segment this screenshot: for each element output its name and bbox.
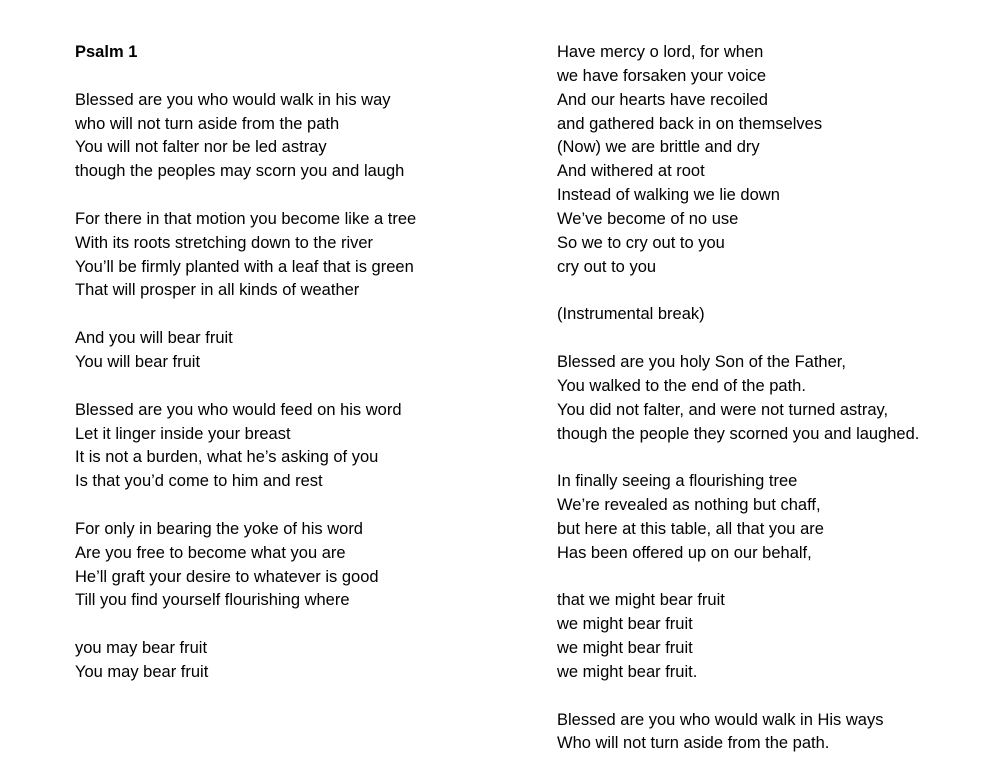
- lyric-line: In finally seeing a flourishing tree: [557, 472, 798, 491]
- stanza-break: [75, 494, 515, 518]
- lyric-line: cry out to you: [557, 257, 657, 276]
- lyric-line: we have forsaken your voice: [557, 66, 767, 85]
- lyric-line: You will not falter nor be led astray: [75, 138, 327, 157]
- lyric-line: And our hearts have recoiled: [557, 90, 768, 109]
- lyric-line: Till you find yourself flourishing where: [75, 591, 350, 610]
- lyric-line: Have mercy o lord, for when: [557, 43, 764, 61]
- lyric-line: Are you free to become what you are: [75, 543, 346, 562]
- stanza-break: [557, 327, 977, 351]
- lyric-line: but here at this table, all that you are: [557, 519, 824, 538]
- page-title: Psalm 1: [75, 43, 138, 61]
- lyric-line: Who will not turn aside from the path.: [557, 734, 830, 753]
- lyric-line: Blessed are you who would feed on his word: [75, 400, 402, 419]
- stanza-break: [75, 375, 515, 399]
- lyric-line: Instead of walking we lie down: [557, 186, 780, 205]
- lyric-line: who will not turn aside from the path: [75, 114, 340, 133]
- lyric-line: We’ve become of no use: [557, 209, 739, 228]
- lyric-line: With its roots stretching down to the river: [75, 233, 374, 252]
- lyric-line: So we to cry out to you: [557, 233, 725, 252]
- lyric-line: Let it linger inside your breast: [75, 424, 291, 443]
- lyric-line: that we might bear fruit: [557, 591, 725, 610]
- lyric-line: You will bear fruit: [75, 352, 201, 371]
- lyric-line: we might bear fruit: [557, 639, 693, 658]
- lyric-line: And you will bear fruit: [75, 329, 233, 348]
- lyric-line: You may bear fruit: [75, 662, 209, 681]
- lyric-line: It is not a burden, what he’s asking of you: [75, 448, 379, 467]
- lyric-line: You’ll be firmly planted with a leaf that is green: [75, 257, 414, 276]
- lyric-line: though the peoples may scorn you and laugh: [75, 162, 405, 181]
- lyric-line: though the people they scorned you and laughed.: [557, 424, 920, 443]
- lyric-line: You walked to the end of the path.: [557, 376, 806, 395]
- lyric-line: For there in that motion you become like a tree: [75, 209, 417, 228]
- lyric-line: You did not falter, and were not turned astray,: [557, 400, 889, 419]
- lyric-line: Blessed are you holy Son of the Father,: [557, 352, 846, 371]
- lyric-line: That will prosper in all kinds of weather: [75, 281, 360, 300]
- lyric-line: and gathered back in on themselves: [557, 114, 823, 133]
- stanza-break: [75, 613, 515, 637]
- left-column: [75, 41, 515, 685]
- stanza-break: [557, 566, 977, 590]
- stanza-break: [557, 685, 977, 709]
- lyric-line: we might bear fruit: [557, 615, 693, 634]
- lyric-line: (Instrumental break): [557, 305, 705, 324]
- lyric-line: Has been offered up on our behalf,: [557, 543, 812, 562]
- lyric-line: And withered at root: [557, 162, 705, 181]
- lyric-line: Blessed are you who would walk in his way: [75, 90, 391, 109]
- lyric-line: Is that you’d come to him and rest: [75, 472, 323, 491]
- lyric-line: We’re revealed as nothing but chaff,: [557, 496, 821, 515]
- stanza-break: [75, 65, 515, 89]
- stanza-break: [75, 184, 515, 208]
- stanza-break: [75, 303, 515, 327]
- lyric-line: you may bear fruit: [75, 639, 208, 658]
- stanza-break: [557, 446, 977, 470]
- lyric-line: For only in bearing the yoke of his word: [75, 519, 363, 538]
- stanza-break: [557, 279, 977, 303]
- lyric-line: Blessed are you who would walk in His ways: [557, 710, 884, 729]
- lyric-line: (Now) we are brittle and dry: [557, 138, 760, 157]
- lyric-line: He’ll graft your desire to whatever is good: [75, 567, 379, 586]
- lyric-line: we might bear fruit.: [557, 662, 698, 681]
- right-column: [557, 41, 977, 756]
